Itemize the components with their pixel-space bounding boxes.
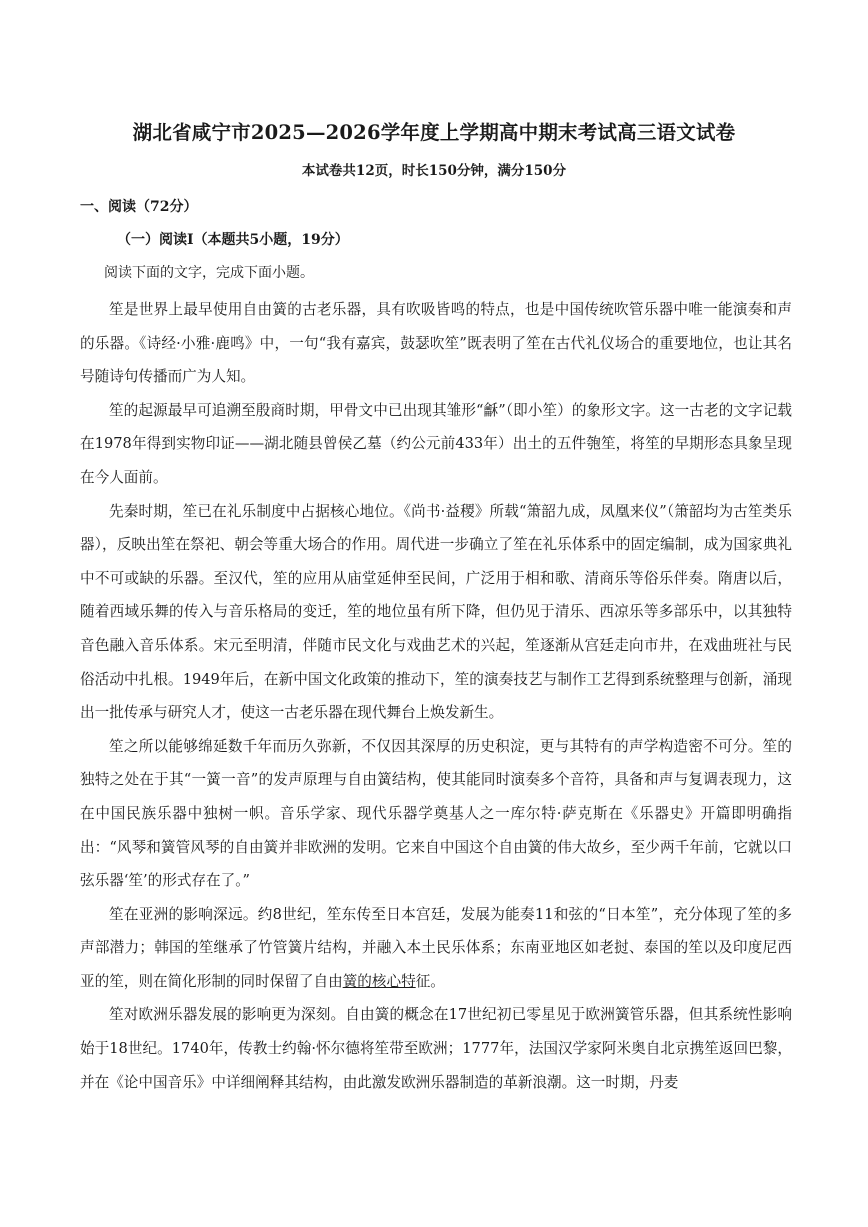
paragraph: 笙的起源最早可追溯至殷商时期，甲骨文中已出现其雏形“龢”（即小笙）的象形文字。这一古老的文字记载在1978年得到实物印证——湖北随县曾侯乙墓（约公元前433年）出土的五件匏笙，将笙的早期形态具象呈现在今人面前。 [80,401,792,486]
exam-info: 本试卷共12页，时长150分钟，满分150分 [301,163,567,179]
paragraph [80,898,792,999]
underlined-text: 簧的核心特 [342,972,416,990]
paragraph-text: 征。 [415,972,445,990]
passage-body [80,293,792,1099]
paragraph: 笙对欧洲乐器发展的影响更为深刻。自由簧的概念在17世纪初已零星见于欧洲簧管乐器，但其系统性影响始于18世纪。1740年，传教士约翰·怀尔德将笙带至欧洲；1777年，法国汉学家阿米奥自北京携笙返回巴黎，并在《论中国音乐》中详细阐释其结构，由此激发欧洲乐器制造的革新浪潮。这一时期，丹麦 [80,1006,792,1091]
paragraph-text: 笙在亚洲的影响深远。约8世纪，笙东传至日本宫廷，发展为能奏11和弦的“日本笙”，充分体现了笙的多声部潜力；韩国的笙继承了竹管簧片结构，并融入本土民乐体系；东南亚地区如老挝、泰国的笙以及印度尼西亚的笙，则在简化形制的同时保留了自由 [80,905,792,990]
instruction-text: 阅读下面的文字，完成下面小题。 [104,265,314,281]
section-heading: 一、阅读（72分） [80,199,198,215]
paragraph: 笙之所以能够绵延数千年而历久弥新，不仅因其深厚的历史积淀，更与其特有的声学构造密不可分。笙的独特之处在于其“一簧一音”的发声原理与自由簧结构，使其能同时演奏多个音符，具备和声与复调表现力，这在中国民族乐器中独树一帜。音乐学家、现代乐器学奠基人之一库尔特·萨克斯在《乐器史》开篇即明确指出：“风琴和簧管风琴的自由簧并非欧洲的发明。它来自中国这个自由簧的伟大故乡，至少两千年前，它就以口弦乐器‘笙’的形式存在了。” [80,737,792,890]
document-title: 湖北省咸宁市2025—2026学年度上学期高中期末考试高三语文试卷 [132,121,736,144]
paragraph: 先秦时期，笙已在礼乐制度中占据核心地位。《尚书·益稷》所载“箫韶九成，凤凰来仪”（箫韶均为古笙类乐器），反映出笙在祭祀、朝会等重大场合的作用。周代进一步确立了笙在礼乐体系中的固定编制，成为国家典礼中不可或缺的乐器。至汉代，笙的应用从庙堂延伸至民间，广泛用于相和歌、清商乐等俗乐伴奏。隋唐以后，随着西域乐舞的传入与音乐格局的变迁，笙的地位虽有所下降，但仍见于清乐、西凉乐等多部乐中，以其独特音色融入音乐体系。宋元至明清，伴随市民文化与戏曲艺术的兴起，笙逐渐从宫廷走向市井，在戏曲班社与民俗活动中扎根。1949年后，在新中国文化政策的推动下，笙的演奏技艺与制作工艺得到系统整理与创新，涌现出一批传承与研究人才，使这一古老乐器在现代舞台上焕发新生。 [80,502,792,722]
subsection-heading: （一）阅读Ⅰ（本题共5小题，19分） [117,232,349,248]
paragraph: 笙是世界上最早使用自由簧的古老乐器，具有吹吸皆鸣的特点，也是中国传统吹管乐器中唯一能演奏和声的乐器。《诗经·小雅·鹿鸣》中，一句“我有嘉宾，鼓瑟吹笙”既表明了笙在古代礼仪场合的重要地位，也让其名号随诗句传播而广为人知。 [80,301,792,386]
